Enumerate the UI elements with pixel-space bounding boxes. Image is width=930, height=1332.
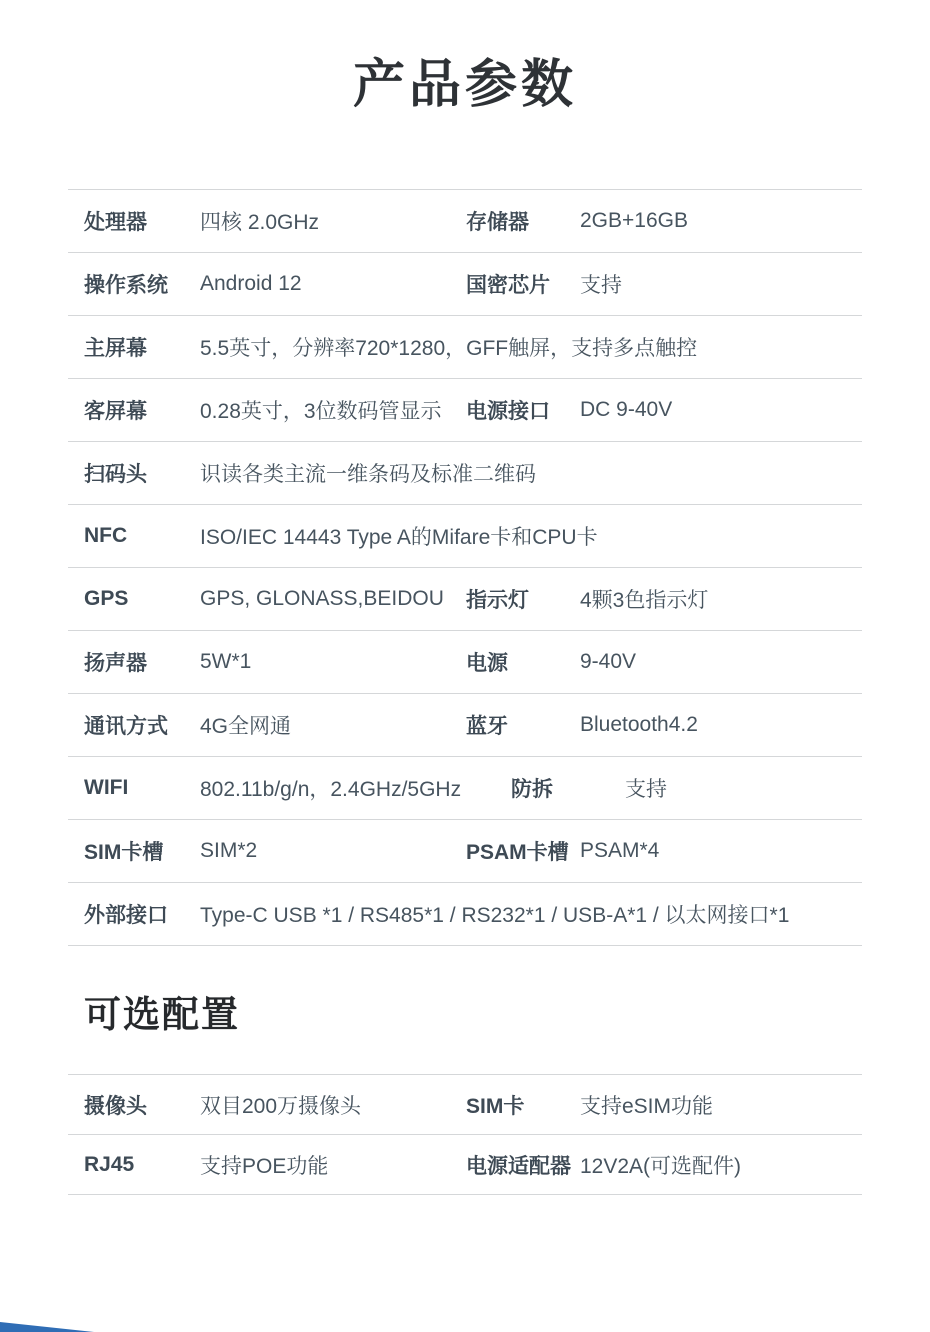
spec-value: 四核 2.0GHz [200,211,320,234]
spec-label: PSAM卡槽 [466,841,569,864]
spec-row [68,379,862,442]
spec-row [68,694,862,757]
spec-value: DC 9-40V [580,398,673,421]
spec-row [68,253,862,316]
spec-label: 电源接口 [466,400,550,423]
spec-value: 4颗3色指示灯 [580,589,709,612]
spec-row [68,631,862,694]
spec-value: 支持eSIM功能 [580,1094,714,1118]
spec-value: 支持 [625,778,667,801]
spec-label: 外部接口 [84,904,168,927]
spec-label: 扫码头 [84,463,147,486]
spec-label: 国密芯片 [466,274,550,297]
spec-label: 扬声器 [84,652,147,675]
spec-value: 5W*1 [200,650,252,673]
spec-row [68,883,862,946]
spec-value: 802.11b/g/n，2.4GHz/5GHz [200,778,462,801]
spec-value: 2GB+16GB [580,209,688,232]
spec-row [68,1135,862,1195]
spec-label: 指示灯 [466,589,529,612]
optional-spec-table [68,1074,862,1195]
spec-value: Bluetooth4.2 [580,713,698,736]
spec-label: WIFI [84,776,129,799]
spec-row [68,820,862,883]
spec-label: 存储器 [466,211,529,234]
spec-value: 12V2A(可选配件) [580,1154,742,1178]
spec-value: 9-40V [580,650,637,673]
spec-label: GPS [84,587,129,610]
spec-value: Type-C USB *1 / RS485*1 / RS232*1 / USB-A*1 / 以太网接口*1 [200,904,790,927]
spec-value: 支持 [580,274,622,297]
spec-label: SIM卡槽 [84,841,164,864]
spec-value: Android 12 [200,272,302,295]
spec-label: 操作系统 [84,274,168,297]
spec-label: 处理器 [84,211,147,234]
spec-label: 防拆 [511,778,553,801]
spec-label: 电源适配器 [466,1154,571,1178]
spec-value: 0.28英寸，3位数码管显示 [200,400,442,423]
spec-label: 电源 [466,652,508,675]
spec-value: 4G全网通 [200,715,292,738]
spec-row [68,442,862,505]
spec-row [68,505,862,568]
footer-accent-ribbon [0,1322,94,1332]
spec-value: ISO/IEC 14443 Type A的Mifare卡和CPU卡 [200,526,598,549]
spec-label: 客屏幕 [84,400,147,423]
spec-label: NFC [84,524,128,547]
spec-table [68,189,862,946]
spec-label: SIM卡 [466,1094,525,1118]
spec-value: 双目200万摄像头 [200,1094,362,1118]
spec-value: PSAM*4 [580,839,660,862]
spec-row [68,568,862,631]
page-title: 产品参数 [352,56,577,114]
optional-section-title: 可选配置 [84,994,240,1035]
spec-row [68,757,862,820]
spec-label: RJ45 [84,1152,135,1176]
spec-label: 摄像头 [84,1094,147,1118]
spec-label: 蓝牙 [466,715,508,738]
spec-row [68,316,862,379]
spec-value: SIM*2 [200,839,258,862]
spec-value: 支持POE功能 [200,1154,329,1178]
spec-label: 通讯方式 [84,715,168,738]
spec-label: 主屏幕 [84,337,147,360]
spec-row [68,190,862,253]
spec-value: 5.5英寸，分辨率720*1280，GFF触屏，支持多点触控 [200,337,698,360]
spec-row [68,1075,862,1135]
spec-value: 识读各类主流一维条码及标准二维码 [200,463,536,486]
spec-value: GPS, GLONASS,BEIDOU [200,587,444,610]
